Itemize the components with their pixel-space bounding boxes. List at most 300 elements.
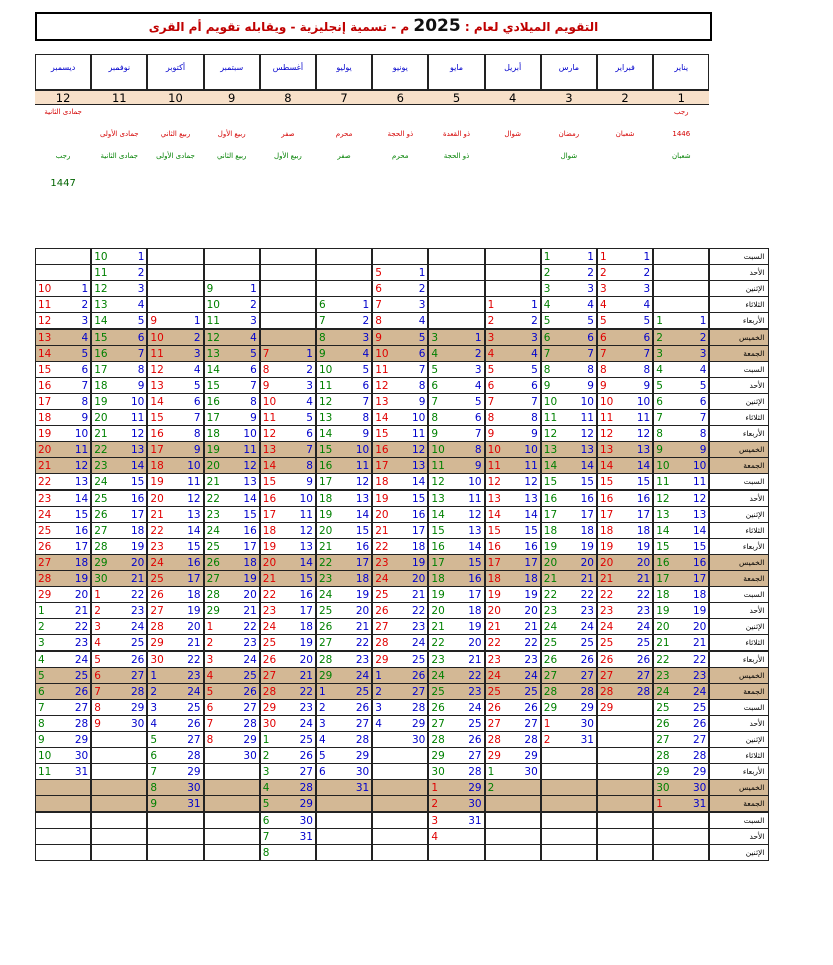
gregorian-day: 13 — [355, 492, 370, 505]
date-cell — [485, 377, 541, 394]
gregorian-day: 15 — [187, 540, 201, 553]
date-cell — [260, 312, 316, 329]
hijri-day: 13 — [94, 299, 108, 312]
gregorian-day: 11 — [468, 492, 482, 505]
date-cell — [653, 812, 709, 829]
hijri-day: 25 — [38, 524, 52, 537]
gregorian-day: 12 — [243, 460, 257, 473]
hijri-day: 10 — [94, 251, 108, 263]
weekday-name: الإثنين — [709, 618, 769, 635]
gregorian-day: 13 — [74, 476, 89, 489]
date-cell — [372, 296, 428, 313]
date-cell — [485, 667, 541, 684]
month-name-header: يونيو — [372, 54, 428, 90]
gregorian-day: 2 — [193, 331, 201, 344]
date-cell — [316, 425, 372, 442]
weekday-label — [709, 763, 769, 780]
hijri-day: 29 — [656, 766, 670, 779]
hijri-day: 17 — [206, 412, 220, 424]
gregorian-day: 2 — [306, 363, 313, 376]
date-cell — [260, 634, 316, 651]
gregorian-day: 28 — [299, 782, 313, 795]
hijri-day: 30 — [262, 717, 277, 730]
hijri-day: 22 — [543, 589, 558, 602]
gregorian-day: 22 — [131, 589, 145, 602]
date-cell — [147, 345, 203, 362]
gregorian-day: 19 — [131, 540, 145, 553]
hijri-day: 5 — [543, 315, 551, 328]
hijri-day: 11 — [38, 766, 52, 779]
gregorian-day: 16 — [693, 556, 707, 569]
date-cell — [428, 473, 484, 490]
hijri-day: 25 — [206, 540, 220, 553]
date-cell — [653, 345, 709, 362]
hijri-day: 10 — [150, 331, 164, 344]
date-cell — [597, 538, 653, 555]
month-name-header: سبتمبر — [204, 54, 260, 90]
gregorian-day: 22 — [412, 605, 426, 618]
date-cell — [428, 457, 484, 474]
month-name-header: يناير — [653, 54, 709, 90]
gregorian-day: 24 — [299, 717, 313, 730]
date-cell — [260, 377, 316, 394]
date-cell — [653, 667, 709, 684]
gregorian-day: 6 — [306, 428, 313, 441]
hijri-day: 11 — [543, 412, 558, 424]
gregorian-day: 8 — [137, 363, 145, 376]
date-cell — [260, 747, 316, 764]
date-cell — [147, 651, 203, 668]
date-cell — [204, 538, 260, 555]
month-name-header: مارس — [541, 54, 597, 90]
weekday-label — [709, 522, 769, 539]
date-cell — [372, 586, 428, 603]
gregorian-day: 23 — [74, 637, 89, 650]
weekday-name: الأربعاء — [709, 312, 769, 329]
date-cell — [541, 393, 597, 410]
hijri-day: 17 — [656, 573, 670, 585]
weekday-name: الأربعاء — [709, 425, 769, 442]
gregorian-day: 8 — [474, 444, 482, 457]
date-cell — [485, 795, 541, 812]
date-cell — [372, 618, 428, 635]
hijri-day: 20 — [150, 492, 164, 505]
gregorian-day: 3 — [474, 363, 482, 376]
date-cell — [91, 377, 147, 394]
date-cell — [91, 795, 147, 812]
date-cell — [91, 634, 147, 651]
hijri-day: 13 — [150, 379, 164, 392]
hijri-day: 17 — [431, 556, 445, 569]
gregorian-day: 2 — [250, 299, 257, 312]
gregorian-day: 10 — [187, 460, 201, 473]
weekday-name: الأحد — [709, 602, 769, 619]
date-cell — [485, 345, 541, 362]
hijri-day: 7 — [543, 347, 551, 360]
hijri-day: 21 — [206, 476, 220, 489]
date-cell — [428, 747, 484, 764]
date-cell — [653, 699, 709, 716]
date-cell — [597, 457, 653, 474]
gregorian-day: 14 — [580, 460, 594, 473]
hijri-day: 27 — [206, 573, 220, 585]
hijri-day: 17 — [94, 363, 108, 376]
gregorian-day: 10 — [580, 395, 594, 408]
hijri-day: 23 — [262, 605, 277, 618]
gregorian-day: 30 — [131, 717, 145, 730]
date-cell — [653, 651, 709, 668]
gregorian-day: 18 — [187, 589, 201, 602]
hijri-day: 23 — [600, 605, 614, 618]
hijri-day: 18 — [262, 524, 277, 537]
date-cell — [485, 457, 541, 474]
weekday-label — [709, 618, 769, 635]
hijri-day: 29 — [431, 750, 445, 763]
weekday-name: الإثنين — [709, 280, 769, 297]
gregorian-day: 25 — [412, 653, 426, 666]
gregorian-day: 13 — [187, 508, 201, 521]
gregorian-day: 16 — [524, 540, 538, 553]
gregorian-day: 15 — [131, 476, 145, 489]
gregorian-day: 28 — [187, 750, 201, 763]
gregorian-day: 17 — [243, 540, 257, 553]
date-cell — [372, 345, 428, 362]
gregorian-day: 27 — [187, 734, 201, 746]
date-cell — [372, 779, 428, 796]
date-cell — [653, 844, 709, 861]
gregorian-day: 30 — [412, 734, 426, 746]
hijri-day: 8 — [206, 734, 214, 746]
date-cell — [372, 844, 428, 861]
date-cell — [91, 844, 147, 861]
month-number: 7 — [316, 90, 372, 105]
hijri-day: 7 — [150, 766, 158, 779]
gregorian-day: 4 — [306, 395, 313, 408]
gregorian-day: 7 — [306, 444, 313, 457]
gregorian-day: 7 — [81, 379, 89, 392]
date-cell — [541, 683, 597, 700]
hijri-day: 22 — [319, 556, 333, 569]
date-cell — [653, 490, 709, 507]
hijri-year-end: 1447 — [50, 178, 76, 189]
gregorian-day: 1 — [699, 315, 707, 328]
date-cell — [541, 522, 597, 539]
hijri-month-label: ربيع الثاني — [216, 152, 247, 160]
hijri-day: 6 — [600, 331, 607, 344]
date-cell — [372, 747, 428, 764]
gregorian-day: 8 — [81, 395, 89, 408]
hijri-day: 29 — [319, 669, 333, 682]
gregorian-day: 28 — [693, 750, 707, 763]
hijri-day: 21 — [262, 573, 277, 585]
hijri-day: 12 — [38, 315, 52, 328]
hijri-day: 23 — [431, 653, 445, 666]
month-number: 10 — [147, 90, 203, 105]
weekday-label — [709, 264, 769, 281]
date-cell — [597, 554, 653, 571]
gregorian-day: 5 — [474, 395, 482, 408]
date-cell — [597, 795, 653, 812]
date-cell — [485, 570, 541, 587]
date-cell — [91, 538, 147, 555]
hijri-day: 2 — [487, 315, 495, 328]
date-cell — [428, 393, 484, 410]
hijri-day: 20 — [206, 460, 220, 473]
gregorian-day: 3 — [137, 283, 145, 296]
hijri-day: 19 — [375, 492, 389, 505]
gregorian-day: 30 — [243, 750, 257, 763]
date-cell — [147, 264, 203, 281]
gregorian-day: 20 — [299, 653, 313, 666]
hijri-day: 25 — [375, 589, 389, 602]
date-cell — [204, 763, 260, 780]
gregorian-day: 28 — [580, 685, 594, 698]
hijri-day: 14 — [431, 508, 445, 521]
gregorian-day: 3 — [418, 299, 426, 312]
date-cell — [204, 280, 260, 297]
date-cell — [147, 570, 203, 587]
hijri-day: 6 — [262, 814, 270, 827]
hijri-day: 18 — [38, 412, 52, 424]
date-cell — [485, 651, 541, 668]
hijri-day: 19 — [150, 476, 164, 489]
date-cell — [147, 538, 203, 555]
gregorian-day: 25 — [524, 685, 538, 698]
gregorian-day: 1 — [137, 251, 145, 263]
hijri-day: 11 — [206, 315, 220, 328]
hijri-day: 13 — [487, 492, 501, 505]
date-cell — [653, 264, 709, 281]
hijri-day: 19 — [38, 428, 52, 441]
date-cell — [35, 506, 91, 523]
date-cell — [428, 602, 484, 619]
gregorian-day: 18 — [74, 556, 89, 569]
hijri-day: 23 — [319, 573, 333, 585]
date-cell — [91, 473, 147, 490]
weekday-label — [709, 747, 769, 764]
gregorian-day: 6 — [643, 331, 651, 344]
date-cell — [204, 393, 260, 410]
date-cell — [485, 296, 541, 313]
date-cell — [316, 812, 372, 829]
gregorian-day: 4 — [531, 347, 538, 360]
weekday-label — [709, 683, 769, 700]
date-cell — [653, 506, 709, 523]
date-cell — [204, 329, 260, 346]
date-cell — [91, 828, 147, 845]
hijri-day: 12 — [543, 428, 558, 441]
gregorian-day: 7 — [137, 347, 145, 360]
date-cell — [204, 731, 260, 748]
hijri-day: 8 — [487, 412, 495, 424]
date-cell — [91, 329, 147, 346]
date-cell — [35, 377, 91, 394]
date-cell — [260, 296, 316, 313]
hijri-day: 25 — [262, 637, 277, 650]
date-cell — [597, 715, 653, 732]
gregorian-day: 24 — [187, 685, 201, 698]
hijri-day: 5 — [319, 750, 326, 763]
gregorian-day: 22 — [636, 589, 651, 602]
gregorian-day: 10 — [636, 395, 651, 408]
gregorian-day: 15 — [636, 476, 651, 489]
gregorian-day: 15 — [412, 492, 426, 505]
date-cell — [541, 828, 597, 845]
date-cell — [91, 441, 147, 458]
gregorian-day: 13 — [412, 460, 426, 473]
gregorian-day: 17 — [355, 556, 370, 569]
hijri-day: 28 — [600, 685, 614, 698]
date-cell — [204, 667, 260, 684]
gregorian-day: 28 — [524, 734, 538, 746]
gregorian-day: 7 — [250, 379, 257, 392]
hijri-day: 17 — [319, 476, 333, 489]
hijri-day: 1 — [656, 315, 663, 328]
date-cell — [147, 441, 203, 458]
gregorian-day: 11 — [693, 476, 707, 489]
gregorian-day: 15 — [74, 508, 89, 521]
hijri-day: 7 — [262, 830, 270, 843]
hijri-day: 5 — [262, 798, 270, 811]
hijri-day: 20 — [375, 508, 389, 521]
date-cell — [653, 377, 709, 394]
hijri-day: 27 — [94, 524, 108, 537]
gregorian-day: 5 — [362, 363, 370, 376]
hijri-month-label: محرم — [335, 130, 353, 138]
gregorian-day: 16 — [74, 524, 89, 537]
date-cell — [372, 602, 428, 619]
hijri-day: 13 — [319, 412, 333, 424]
date-cell — [204, 651, 260, 668]
hijri-day: 16 — [543, 492, 558, 505]
hijri-day: 25 — [150, 573, 164, 585]
gregorian-day: 20 — [580, 556, 594, 569]
hijri-month-label: شعبان — [671, 152, 691, 160]
date-cell — [316, 699, 372, 716]
date-cell — [147, 296, 203, 313]
gregorian-day: 1 — [587, 251, 594, 263]
gregorian-day: 10 — [131, 395, 145, 408]
hijri-day: 16 — [94, 347, 108, 360]
hijri-day: 28 — [206, 589, 220, 602]
gregorian-day: 14 — [131, 460, 145, 473]
weekday-label — [709, 490, 769, 507]
hijri-day: 25 — [656, 701, 670, 714]
gregorian-day: 3 — [587, 283, 594, 296]
date-cell — [597, 312, 653, 329]
date-cell — [91, 667, 147, 684]
date-cell — [372, 377, 428, 394]
gregorian-day: 26 — [187, 717, 201, 730]
date-cell — [35, 345, 91, 362]
date-cell — [260, 264, 316, 281]
hijri-day: 3 — [487, 331, 495, 344]
hijri-day: 9 — [543, 379, 551, 392]
gregorian-day: 18 — [412, 540, 426, 553]
date-cell — [147, 828, 203, 845]
date-cell — [541, 345, 597, 362]
date-cell — [372, 329, 428, 346]
hijri-day: 21 — [38, 460, 52, 473]
gregorian-day: 25 — [243, 669, 257, 682]
hijri-day: 6 — [94, 669, 101, 682]
hijri-day: 10 — [38, 750, 52, 763]
gregorian-day: 19 — [243, 573, 257, 585]
hijri-day: 18 — [375, 476, 389, 489]
date-cell — [204, 795, 260, 812]
gregorian-day: 22 — [243, 621, 257, 634]
date-cell — [35, 828, 91, 845]
date-cell — [35, 699, 91, 716]
date-cell — [91, 409, 147, 426]
hijri-day: 1 — [38, 605, 45, 618]
date-cell — [316, 683, 372, 700]
date-cell — [316, 779, 372, 796]
hijri-day: 20 — [543, 556, 558, 569]
gregorian-day: 22 — [355, 637, 370, 650]
hijri-day: 2 — [431, 798, 439, 811]
hijri-day: 5 — [656, 379, 663, 392]
date-cell — [485, 248, 541, 265]
gregorian-day: 1 — [643, 251, 651, 263]
hijri-day: 9 — [600, 379, 607, 392]
weekday-name: السبت — [709, 586, 769, 603]
hijri-day: 5 — [487, 363, 495, 376]
gregorian-day: 12 — [131, 428, 145, 441]
gregorian-day: 19 — [299, 637, 313, 650]
weekday-name: الأربعاء — [709, 651, 769, 668]
date-cell — [428, 538, 484, 555]
hijri-day: 6 — [319, 299, 326, 312]
gregorian-day: 22 — [74, 621, 89, 634]
hijri-day: 30 — [94, 573, 108, 585]
date-cell — [147, 602, 203, 619]
date-cell — [260, 457, 316, 474]
gregorian-day: 15 — [243, 508, 257, 521]
gregorian-day: 12 — [74, 460, 89, 473]
hijri-day: 3 — [656, 347, 663, 360]
date-cell — [204, 747, 260, 764]
date-cell — [428, 490, 484, 507]
gregorian-day: 20 — [693, 621, 707, 634]
month-name-header: أبريل — [485, 54, 541, 90]
hijri-day: 4 — [600, 299, 607, 312]
date-cell — [541, 377, 597, 394]
hijri-day: 12 — [206, 331, 220, 344]
hijri-day: 17 — [38, 395, 52, 408]
gregorian-day: 19 — [355, 589, 370, 602]
hijri-day: 15 — [543, 476, 558, 489]
hijri-day: 2 — [262, 750, 270, 763]
gregorian-day: 9 — [474, 460, 482, 473]
hijri-day: 22 — [262, 589, 277, 602]
date-cell — [485, 763, 541, 780]
gregorian-day: 30 — [580, 717, 594, 730]
hijri-day: 27 — [600, 669, 614, 682]
gregorian-day: 2 — [137, 267, 145, 280]
date-cell — [597, 618, 653, 635]
date-cell — [597, 506, 653, 523]
date-cell — [541, 329, 597, 346]
date-cell — [204, 586, 260, 603]
hijri-day: 9 — [262, 379, 270, 392]
gregorian-day: 7 — [474, 428, 482, 441]
hijri-day: 24 — [431, 669, 445, 682]
date-cell — [91, 763, 147, 780]
date-cell — [204, 683, 260, 700]
date-cell — [372, 248, 428, 265]
gregorian-day: 21 — [412, 589, 426, 602]
